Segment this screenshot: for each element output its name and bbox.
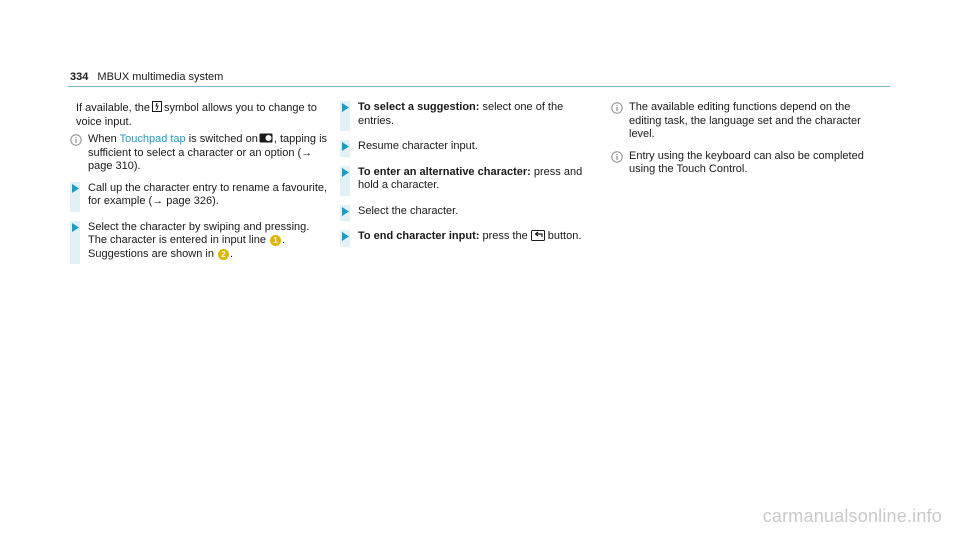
back-arrow-icon bbox=[531, 230, 545, 241]
step-item bbox=[340, 230, 598, 247]
step-text: To select a suggestion: select one of the entries. bbox=[358, 101, 564, 127]
marker-1: 1 bbox=[270, 235, 281, 246]
page-section-title: MBUX multimedia system bbox=[97, 71, 224, 83]
touchpad-tap-link[interactable]: Touchpad tap bbox=[119, 133, 186, 145]
step-text: Select the character by swiping and pressing. The character is entered in input line 1 . Suggestions are shown in 2 . bbox=[88, 220, 310, 260]
step-text: Resume character input. bbox=[358, 140, 478, 152]
step-text: Call up the character entry to rename a favourite, for example (→ page 326). bbox=[88, 181, 328, 207]
watermark: carmanualsonline.info bbox=[762, 506, 942, 526]
step-text: Select the character. bbox=[358, 204, 459, 217]
info-icon bbox=[611, 151, 623, 163]
step-arrow-icon bbox=[342, 142, 349, 151]
column-3 bbox=[611, 101, 869, 185]
info-text: When Touchpad tap is switched on , tapping is sufficient to select a character or an option (→ page 310). bbox=[88, 133, 328, 172]
step-bar bbox=[70, 182, 80, 212]
step-item bbox=[340, 205, 598, 222]
step-bar bbox=[340, 166, 350, 196]
step-bar bbox=[70, 221, 80, 265]
column-1 bbox=[70, 101, 328, 273]
voice-input-icon bbox=[152, 101, 162, 112]
step-bar bbox=[340, 101, 350, 131]
info-icon bbox=[611, 102, 623, 114]
info-note bbox=[70, 133, 328, 174]
info-text: Entry using the keyboard can also be completed using the Touch Control. bbox=[629, 149, 864, 175]
step-item bbox=[340, 166, 598, 196]
info-icon bbox=[70, 134, 82, 146]
step-arrow-icon bbox=[342, 232, 349, 241]
column-2 bbox=[340, 101, 598, 256]
info-note bbox=[611, 101, 869, 142]
step-title: To select a suggestion: bbox=[358, 101, 480, 113]
step-arrow-icon bbox=[342, 103, 349, 112]
intro-paragraph: If available, the symbol allows you to change to voice input. bbox=[76, 102, 317, 128]
toggle-on-icon bbox=[259, 133, 273, 143]
step-arrow-icon bbox=[72, 223, 79, 232]
step-bar bbox=[340, 230, 350, 247]
step-text: To enter an alternative character: press and hold a character. bbox=[358, 165, 583, 191]
step-text: To end character input: press the button. bbox=[358, 230, 582, 242]
header-rule bbox=[68, 86, 890, 87]
page-number: 334 bbox=[70, 71, 89, 83]
step-item bbox=[70, 182, 328, 212]
step-title: To end character input: bbox=[358, 230, 480, 242]
marker-2: 2 bbox=[218, 249, 229, 260]
step-arrow-icon bbox=[72, 184, 79, 193]
step-item bbox=[340, 140, 598, 157]
step-item bbox=[340, 101, 598, 131]
info-text: The available editing functions depend on the editing task, the language set and the character level. bbox=[629, 101, 861, 140]
page-header bbox=[70, 71, 223, 83]
step-arrow-icon bbox=[342, 207, 349, 216]
step-item bbox=[70, 221, 328, 265]
info-note bbox=[611, 150, 869, 177]
step-title: To enter an alternative character: bbox=[358, 165, 531, 178]
step-bar bbox=[340, 205, 350, 222]
step-bar bbox=[340, 140, 350, 157]
step-arrow-icon bbox=[342, 168, 349, 177]
